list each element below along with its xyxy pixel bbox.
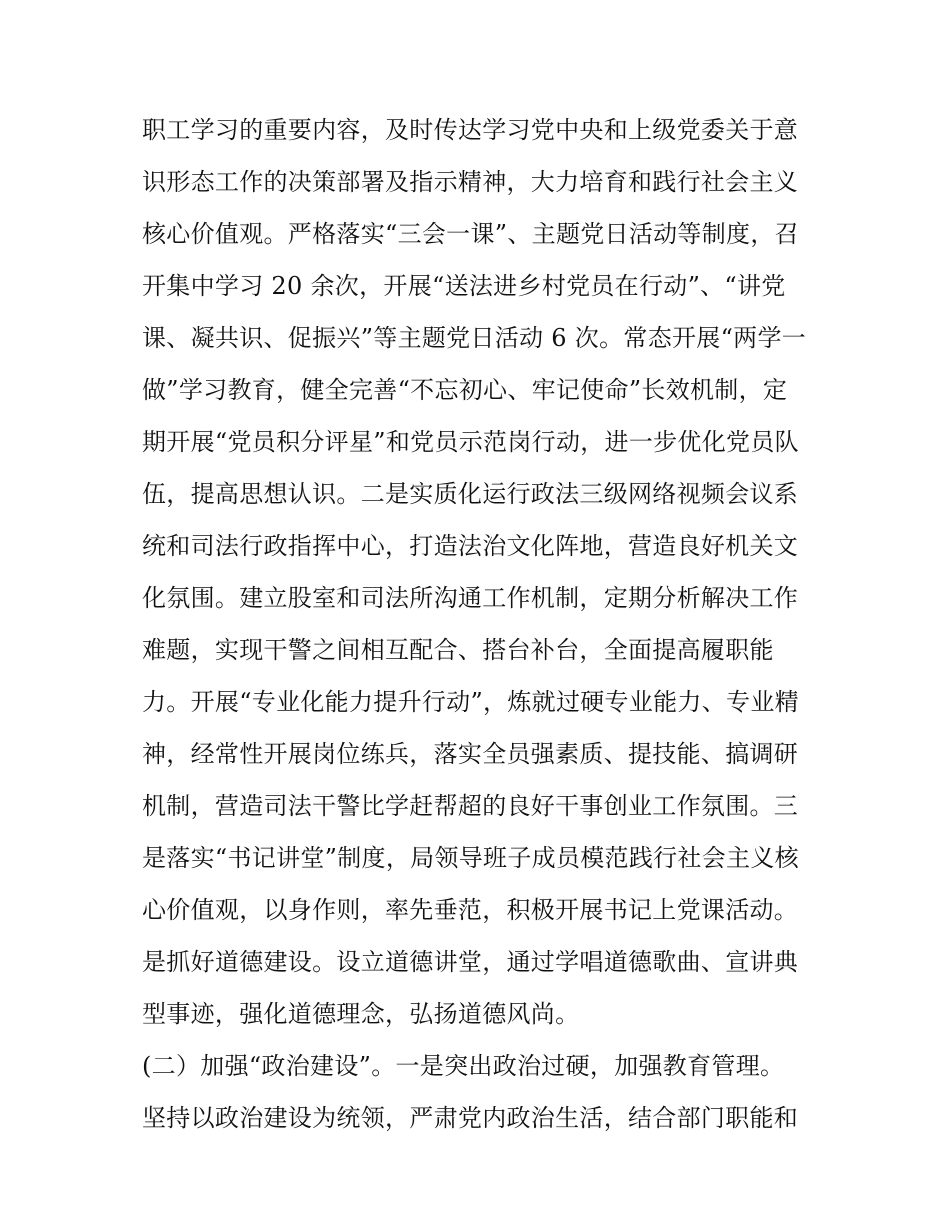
text-line: 心价值观，以身作则，率先垂范，积极开展书记上党课活动。 [142,896,799,924]
text-line: 神，经常性开展岗位练兵，落实全员强素质、提技能、搞调研 [142,740,799,768]
text-line: 伍，提高思想认识。二是实质化运行政法三级网络视频会议系 [142,480,799,508]
text-line: 做”学习教育，健全完善“不忘初心、牢记使命”长效机制，定 [142,376,788,404]
text-line: 是落实“书记讲堂”制度，局领导班子成员模范践行社会主义核 [142,844,799,872]
text-line: 坚持以政治建设为统领，严肃党内政治生活，结合部门职能和 [142,1104,799,1132]
text-line: 期开展“党员积分评星”和党员示范岗行动，进一步优化党员队 [142,428,799,456]
text-line: 机制，营造司法干警比学赶帮超的良好干事创业工作氛围。三 [142,792,799,820]
text-line: 职工学习的重要内容，及时传达学习党中央和上级党委关于意 [142,116,799,144]
text-line: 课、凝共识、促振兴”等主题党日活动 6 次。常态开展“两学一 [142,324,807,352]
section-heading-line: (二）加强“政治建设”。一是突出政治过硬，加强教育管理。 [142,1052,785,1080]
text-line: 开集中学习 20 余次，开展“送法进乡村党员在行动”、“讲党 [142,272,786,300]
text-line: 化氛围。建立股室和司法所沟通工作机制，定期分析解决工作 [142,584,799,612]
text-line: 核心价值观。严格落实“三会一课”、主题党日活动等制度，召 [142,220,799,248]
text-line: 是抓好道德建设。设立道德讲堂，通过学唱道德歌曲、宣讲典 [142,948,799,976]
text-line: 统和司法行政指挥中心，打造法治文化阵地，营造良好机关文 [142,532,799,560]
text-line: 难题，实现干警之间相互配合、搭台补台，全面提高履职能 [142,636,774,664]
text-line: 识形态工作的决策部署及指示精神，大力培育和践行社会主义 [142,168,799,196]
text-line: 型事迹，强化道德理念，弘扬道德风尚。 [142,1000,580,1028]
text-line: 力。开展“专业化能力提升行动”，炼就过硬专业能力、专业精 [142,688,799,716]
